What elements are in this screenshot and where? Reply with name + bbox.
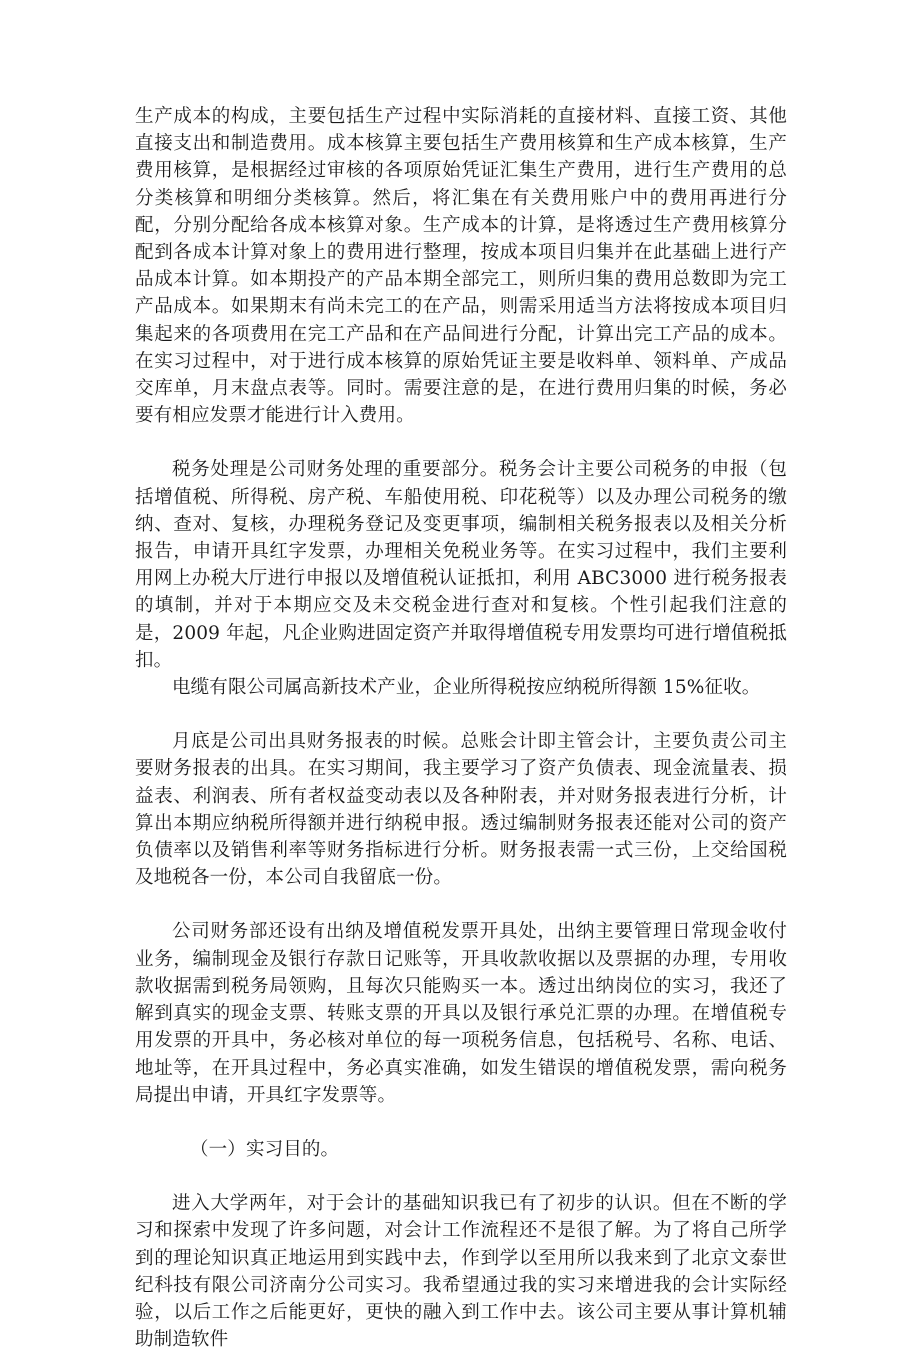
- paragraph-production-cost: 生产成本的构成，主要包括生产过程中实际消耗的直接材料、直接工资、其他直接支出和制造费用。成本核算主要包括生产费用核算和生产成本核算，生产费用核算，是根据经过审核的各项原始凭证汇集生产费用，进行生产费用的总分类核算和明细分类核算。然后，将汇集在有关费用账户中的费用再进行分配，分别分配给各成本核算对象。生产成本的计算，是将透过生产费用核算分配到各成本计算对象上的费用进行整理，按成本项目归集并在此基础上进行产品成本计算。如本期投产的产品本期全部完工，则所归集的费用总数即为完工产品成本。如果期末有尚未完工的在产品，则需采用适当方法将按成本项目归集起来的各项费用在完工产品和在产品间进行分配，计算出完工产品的成本。在实习过程中，对于进行成本核算的原始凭证主要是收料单、领料单、产成品交库单，月末盘点表等。同时。需要注意的是，在进行费用归集的时候，务必要有相应发票才能进行计入费用。: [135, 106, 787, 427]
- paragraph-cashier-vat-invoice: 公司财务部还设有出纳及增值税发票开具处，出纳主要管理日常现金收付业务，编制现金及银行存款日记账等，开具收款收据以及票据的办理，专用收款收据需到税务局领购，且每次只能购买一本。透过出纳岗位的实习，我还了解到真实的现金支票、转账支票的开具以及银行承兑汇票的办理。在增值税专用发票的开具中，务必核对单位的每一项税务信息，包括税号、名称、电话、地址等，在开具过程中，务必真实准确，如发生错误的增值税发票，需向税务局提出申请，开具红字发票等。: [135, 921, 787, 1106]
- paragraph-internship-purpose: 进入大学两年，对于会计的基础知识我已有了初步的认识。但在不断的学习和探索中发现了许多问题，对会计工作流程还不是很了解。为了将自己所学到的理论知识真正地运用到实践中去，作到学以至用所以我来到了北京文泰世纪科技有限公司济南分公司实习。我希望通过我的实习来增进我的会计实际经验，以后工作之后能更好，更快的融入到工作中去。该公司主要从事计算机辅助制造软件: [135, 1193, 787, 1351]
- section-heading-internship-purpose: （一）实习目的。: [190, 1138, 340, 1160]
- paragraph-cable-company-tax: 电缆有限公司属高新技术产业，企业所得税按应纳税所得额 15%征收。: [172, 677, 761, 699]
- paragraph-tax-processing: 税务处理是公司财务处理的重要部分。税务会计主要公司税务的申报（包括增值税、所得税、房产税、车船使用税、印花税等）以及办理公司税务的缴纳、查对、复核，办理税务登记及变更事项，编制相关税务报表以及相关分析报告，申请开具红字发票，办理相关免税业务等。在实习过程中，我们主要利用网上办税大厅进行申报以及增值税认证抵扣，利用 ABC3000 进行税务报表的填制，并对于本期应交及未交税金进行查对和复核。个性引起我们注意的是，2009 年起，凡企业购进固定资产并取得增值税专用发票均可进行增值税抵扣。: [135, 459, 787, 671]
- paragraph-financial-statements: 月底是公司出具财务报表的时候。总账会计即主管会计，主要负责公司主要财务报表的出具。在实习期间，我主要学习了资产负债表、现金流量表、损益表、利润表、所有者权益变动表以及各种附表，并对财务报表进行分析，计算出本期应纳税所得额并进行纳税申报。透过编制财务报表还能对公司的资产负债率以及销售利率等财务指标进行分析。财务报表需一式三份，上交给国税及地税各一份，本公司自我留底一份。: [135, 731, 787, 889]
- document-body: [135, 103, 787, 1353]
